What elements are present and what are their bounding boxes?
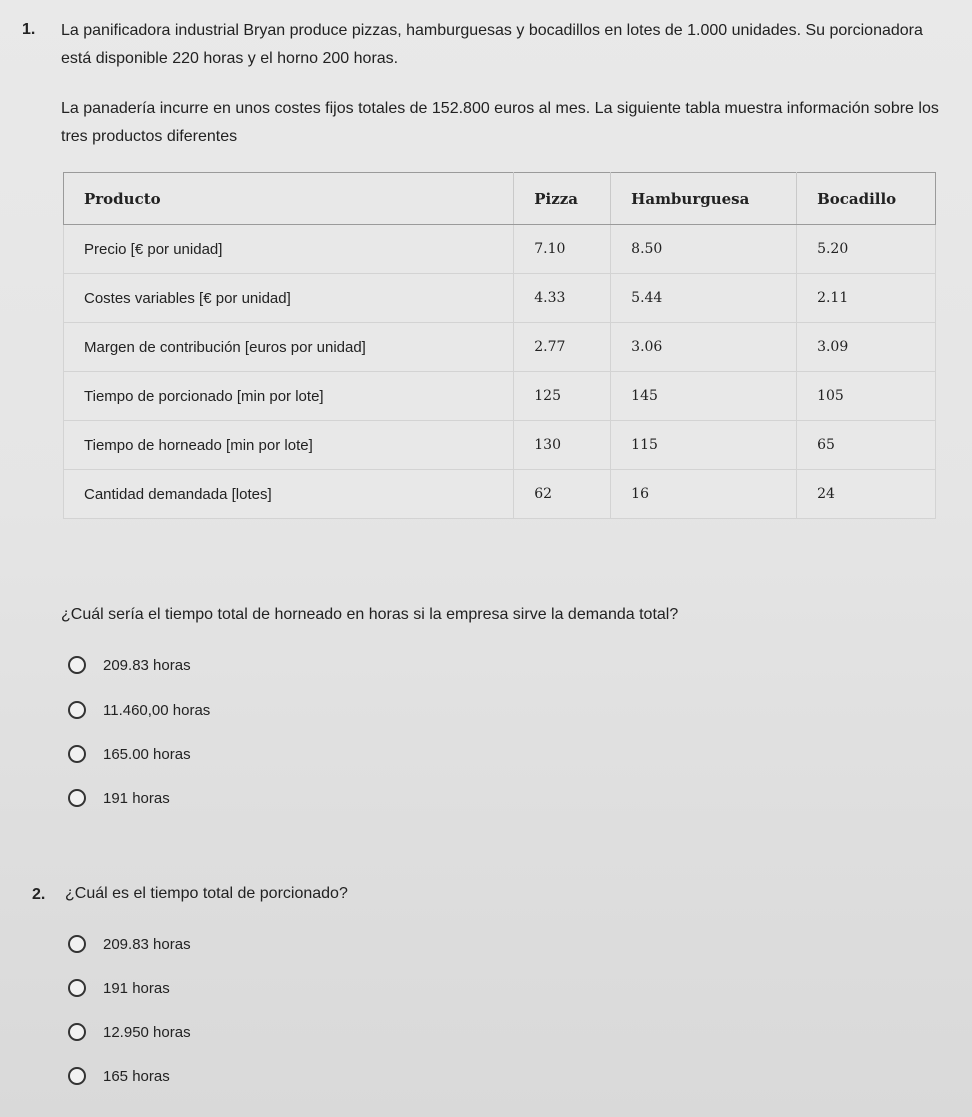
- table-header-cell: Pizza: [514, 173, 611, 225]
- radio-button[interactable]: [68, 656, 86, 674]
- table-row: [64, 372, 936, 421]
- question-1-number: 1.: [22, 21, 36, 38]
- table-cell: 2.11: [797, 274, 936, 323]
- table-cell: 5.20: [797, 225, 936, 274]
- table-row: [64, 470, 936, 519]
- table-cell: 24: [797, 470, 936, 519]
- table-row-label: Tiempo de porcionado [min por lote]: [64, 372, 514, 421]
- question-1-option[interactable]: [68, 787, 170, 809]
- table-cell: 16: [611, 470, 797, 519]
- option-label: 165 horas: [103, 1067, 170, 1085]
- radio-button[interactable]: [68, 701, 86, 719]
- option-label: 209.83 horas: [103, 656, 191, 674]
- table-header-row: [64, 173, 936, 225]
- table-cell: 65: [797, 421, 936, 470]
- option-label: 191 horas: [103, 979, 170, 997]
- radio-button[interactable]: [68, 935, 86, 953]
- table-cell: 5.44: [611, 274, 797, 323]
- table-cell: 130: [514, 421, 611, 470]
- question-2-prompt: ¿Cuál es el tiempo total de porcionado?: [65, 885, 348, 902]
- question-1-prompt: ¿Cuál sería el tiempo total de horneado en horas si la empresa sirve la demanda total?: [61, 606, 679, 623]
- question-1-intro-1: La panificadora industrial Bryan produce pizzas, hamburguesas y bocadillos en lotes de 1.000 unidades. Su porcionadora está disponible 220 horas y el horno 200 horas.: [61, 22, 923, 67]
- question-1-option[interactable]: [68, 699, 210, 721]
- table-row-label: Tiempo de horneado [min por lote]: [64, 421, 514, 470]
- question-1-option[interactable]: [68, 654, 191, 676]
- question-2-option[interactable]: [68, 977, 170, 999]
- table-cell: 2.77: [514, 323, 611, 372]
- radio-button[interactable]: [68, 745, 86, 763]
- table-row: [64, 225, 936, 274]
- table-row: [64, 323, 936, 372]
- question-2-number: 2.: [32, 886, 46, 903]
- radio-button[interactable]: [68, 979, 86, 997]
- option-label: 191 horas: [103, 789, 170, 807]
- table-header-cell: Hamburguesa: [611, 173, 797, 225]
- question-2-option[interactable]: [68, 1065, 170, 1087]
- table-cell: 115: [611, 421, 797, 470]
- product-info-table: [63, 172, 936, 519]
- table-row-label: Cantidad demandada [lotes]: [64, 470, 514, 519]
- question-2-option[interactable]: [68, 1021, 191, 1043]
- table-cell: 8.50: [611, 225, 797, 274]
- table-cell: 7.10: [514, 225, 611, 274]
- table-cell: 145: [611, 372, 797, 421]
- radio-button[interactable]: [68, 1067, 86, 1085]
- table-row-label: Costes variables [€ por unidad]: [64, 274, 514, 323]
- table-cell: 105: [797, 372, 936, 421]
- table-cell: 62: [514, 470, 611, 519]
- table-header-cell: Bocadillo: [797, 173, 936, 225]
- table-row: [64, 421, 936, 470]
- table-cell: 3.06: [611, 323, 797, 372]
- table-cell: 3.09: [797, 323, 936, 372]
- table-row-label: Margen de contribución [euros por unidad]: [64, 323, 514, 372]
- table-cell: 125: [514, 372, 611, 421]
- question-1-intro-2: La panadería incurre en unos costes fijos totales de 152.800 euros al mes. La siguiente tabla muestra información sobre los tres productos diferentes: [61, 100, 939, 145]
- option-label: 209.83 horas: [103, 935, 191, 953]
- option-label: 165.00 horas: [103, 745, 191, 763]
- question-1-option[interactable]: [68, 743, 191, 765]
- option-label: 11.460,00 horas: [103, 701, 211, 719]
- radio-button[interactable]: [68, 1023, 86, 1041]
- table-header-cell: Producto: [64, 173, 514, 225]
- table-row: [64, 274, 936, 323]
- question-2-option[interactable]: [68, 933, 191, 955]
- option-label: 12.950 horas: [103, 1023, 191, 1041]
- table-cell: 4.33: [514, 274, 611, 323]
- table-row-label: Precio [€ por unidad]: [64, 225, 514, 274]
- radio-button[interactable]: [68, 789, 86, 807]
